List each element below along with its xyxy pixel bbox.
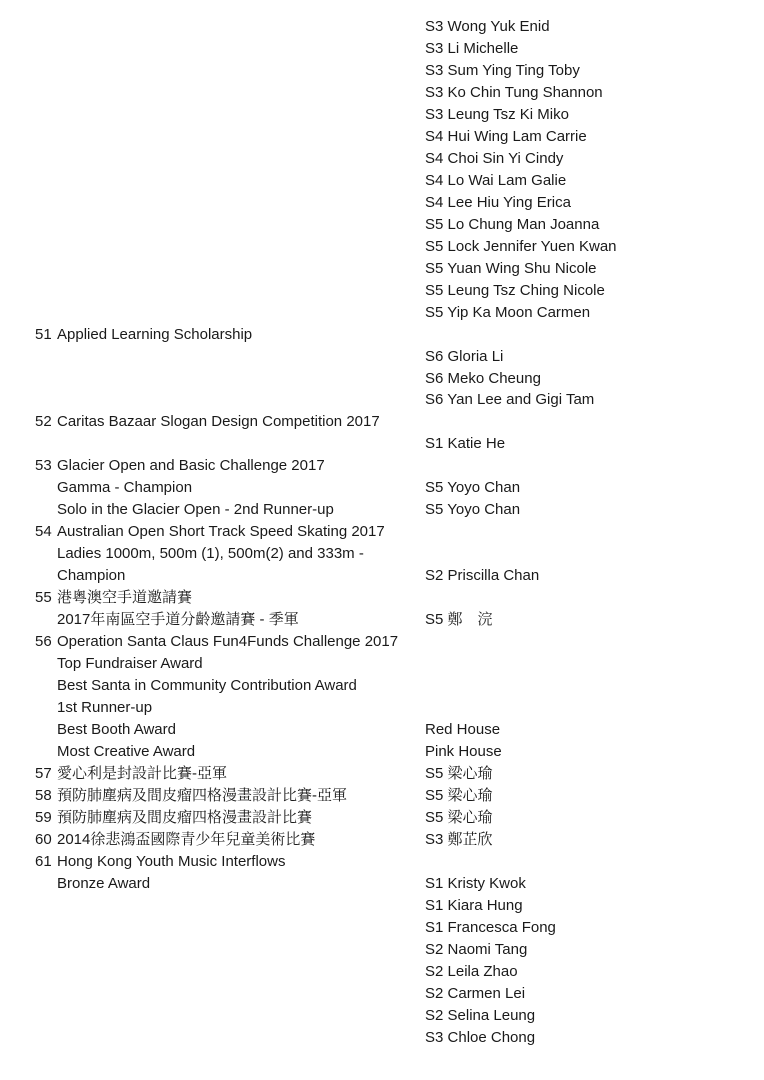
award-number [35, 895, 57, 917]
table-row [0, 60, 764, 82]
award-text: 預防肺塵病及間皮瘤四格漫畫設計比賽-亞軍 [57, 786, 347, 804]
table-row [0, 324, 764, 346]
award-text [57, 170, 425, 192]
award-number [35, 346, 57, 368]
table-row [0, 829, 764, 851]
table-row [0, 983, 764, 1005]
award-text [57, 961, 425, 983]
award-number [35, 192, 57, 214]
award-number: 61 [35, 852, 52, 870]
award-text [57, 214, 425, 236]
award-text: Solo in the Glacier Open - 2nd Runner-up [57, 501, 334, 519]
award-number [35, 16, 57, 38]
award-number [35, 675, 57, 697]
recipient-name [425, 675, 764, 697]
award-text: Caritas Bazaar Slogan Design Competition 2017 [57, 413, 380, 431]
award-number [35, 389, 57, 411]
award-number [35, 543, 57, 565]
award-number [35, 719, 57, 741]
recipient-name: S3 Li Michelle [425, 39, 519, 57]
table-row [0, 675, 764, 697]
award-number [35, 302, 57, 324]
award-number [35, 126, 57, 148]
award-number [35, 609, 57, 631]
table-row [0, 258, 764, 280]
table-row [0, 521, 764, 543]
award-text: Gamma - Champion [57, 479, 193, 497]
recipient-name: S6 Yan Lee and Gigi Tam [425, 391, 595, 409]
recipient-name [425, 653, 764, 675]
table-row [0, 389, 764, 411]
recipient-name: S5 Leung Tsz Ching Nicole [425, 281, 605, 299]
award-number: 58 [35, 786, 52, 804]
recipient-name: S5 鄭 浣 [425, 611, 493, 629]
award-text [57, 368, 425, 390]
table-row [0, 631, 764, 653]
award-number: 56 [35, 633, 52, 651]
table-row [0, 192, 764, 214]
table-row [0, 82, 764, 104]
recipient-name: S5 Yoyo Chan [425, 479, 521, 497]
recipient-name: S3 Leung Tsz Ki Miko [425, 105, 569, 123]
award-text [57, 895, 425, 917]
recipient-name: S5 Lock Jennifer Yuen Kwan [425, 237, 617, 255]
recipient-name: S3 鄭芷欣 [425, 830, 493, 848]
recipient-name: Pink House [425, 742, 502, 760]
award-number: 59 [35, 808, 52, 826]
award-number [35, 873, 57, 895]
recipient-name [425, 851, 764, 873]
recipient-name [425, 411, 764, 433]
award-number: 51 [35, 325, 52, 343]
award-number [35, 499, 57, 521]
table-row [0, 741, 764, 763]
recipient-name [425, 543, 764, 565]
recipient-name: S3 Sum Ying Ting Toby [425, 61, 580, 79]
recipient-name: S3 Chloe Chong [425, 1028, 536, 1046]
award-number [35, 477, 57, 499]
award-number [35, 961, 57, 983]
award-text: 港粵澳空手道邀請賽 [57, 589, 193, 607]
recipient-name: S5 梁心瑜 [425, 786, 493, 804]
award-text: Best Santa in Community Contribution Award [57, 677, 357, 695]
table-row [0, 719, 764, 741]
recipient-name: S1 Francesca Fong [425, 918, 556, 936]
table-row [0, 653, 764, 675]
recipient-name: S6 Meko Cheung [425, 369, 541, 387]
table-row [0, 214, 764, 236]
award-text [57, 1027, 425, 1049]
award-number [35, 983, 57, 1005]
table-row [0, 236, 764, 258]
table-row [0, 1027, 764, 1049]
award-text [57, 104, 425, 126]
award-number [35, 148, 57, 170]
recipient-name: S1 Kristy Kwok [425, 874, 526, 892]
recipient-name: S4 Choi Sin Yi Cindy [425, 149, 564, 167]
award-text: Glacier Open and Basic Challenge 2017 [57, 457, 325, 475]
table-row [0, 433, 764, 455]
table-row [0, 411, 764, 433]
award-number [35, 1027, 57, 1049]
award-text [57, 236, 425, 258]
award-text [57, 389, 425, 411]
award-number [35, 236, 57, 258]
award-text: Hong Kong Youth Music Interflows [57, 852, 286, 870]
recipient-name: S5 Lo Chung Man Joanna [425, 215, 600, 233]
recipient-name [425, 631, 764, 653]
recipient-name: S1 Kiara Hung [425, 896, 523, 914]
recipient-name: S4 Lee Hiu Ying Erica [425, 193, 571, 211]
table-row [0, 851, 764, 873]
award-text: Applied Learning Scholarship [57, 325, 253, 343]
table-row [0, 961, 764, 983]
award-number [35, 38, 57, 60]
table-row [0, 1005, 764, 1027]
award-number: 52 [35, 413, 52, 431]
recipient-name: S2 Naomi Tang [425, 940, 528, 958]
table-row [0, 455, 764, 477]
award-text: 預防肺塵病及間皮瘤四格漫畫設計比賽 [57, 808, 313, 826]
table-row [0, 302, 764, 324]
award-text: Top Fundraiser Award [57, 655, 203, 673]
recipient-name: S3 Ko Chin Tung Shannon [425, 83, 603, 101]
table-row [0, 587, 764, 609]
table-row [0, 280, 764, 302]
award-text [57, 346, 425, 368]
award-number: 60 [35, 830, 52, 848]
award-text [57, 60, 425, 82]
award-number [35, 697, 57, 719]
table-row [0, 477, 764, 499]
recipient-name: S3 Wong Yuk Enid [425, 18, 550, 35]
award-text [57, 1005, 425, 1027]
award-number [35, 280, 57, 302]
recipient-name: S5 梁心瑜 [425, 764, 493, 782]
recipient-name: S2 Selina Leung [425, 1006, 536, 1024]
award-text: 2014徐悲鴻盃國際青少年兒童美術比賽 [57, 830, 316, 848]
award-number: 53 [35, 457, 52, 475]
recipient-name [425, 455, 764, 477]
table-row [0, 148, 764, 170]
table-row [0, 873, 764, 895]
award-text [57, 148, 425, 170]
award-text [57, 16, 425, 38]
table-row [0, 917, 764, 939]
award-text: Most Creative Award [57, 742, 196, 760]
award-text [57, 258, 425, 280]
recipient-name: S2 Carmen Lei [425, 984, 526, 1002]
award-text [57, 38, 425, 60]
recipient-name [425, 324, 764, 346]
table-row [0, 126, 764, 148]
award-text: 2017年南區空手道分齡邀請賽 - 季軍 [57, 611, 299, 629]
recipient-name [425, 697, 764, 719]
award-number [35, 104, 57, 126]
recipient-name: S5 Yuan Wing Shu Nicole [425, 259, 597, 277]
recipient-name: S6 Gloria Li [425, 347, 504, 365]
award-text [57, 917, 425, 939]
award-text [57, 192, 425, 214]
award-number [35, 653, 57, 675]
table-row [0, 609, 764, 631]
award-number: 57 [35, 764, 52, 782]
table-row [0, 170, 764, 192]
award-text [57, 82, 425, 104]
award-number [35, 565, 57, 587]
award-text [57, 126, 425, 148]
award-table [0, 16, 764, 1049]
table-row [0, 565, 764, 587]
award-number [35, 917, 57, 939]
award-text: Australian Open Short Track Speed Skating 2017 [57, 523, 385, 541]
table-row [0, 104, 764, 126]
award-text: 1st Runner-up [57, 699, 153, 717]
table-row [0, 697, 764, 719]
recipient-name: S5 Yip Ka Moon Carmen [425, 303, 591, 321]
award-text: Ladies 1000m, 500m (1), 500m(2) and 333m - [57, 545, 364, 563]
award-number [35, 433, 57, 455]
recipient-name: S4 Lo Wai Lam Galie [425, 171, 567, 189]
award-number [35, 60, 57, 82]
table-row [0, 368, 764, 390]
recipient-name [425, 587, 764, 609]
award-text [57, 280, 425, 302]
table-row [0, 785, 764, 807]
recipient-name: S5 Yoyo Chan [425, 501, 521, 519]
table-row [0, 763, 764, 785]
award-number [35, 170, 57, 192]
recipient-name [425, 521, 764, 543]
table-row [0, 807, 764, 829]
award-text: Bronze Award [57, 874, 151, 892]
table-row [0, 499, 764, 521]
table-row [0, 16, 764, 38]
recipient-name: Red House [425, 721, 501, 738]
award-text [57, 433, 425, 455]
award-text [57, 983, 425, 1005]
recipient-name: S2 Leila Zhao [425, 962, 518, 980]
award-text: 愛心利是封設計比賽-亞軍 [57, 764, 227, 782]
award-text: Best Booth Award [57, 721, 176, 738]
recipient-name: S2 Priscilla Chan [425, 567, 540, 585]
table-row [0, 346, 764, 368]
award-number [35, 258, 57, 280]
award-number [35, 82, 57, 104]
award-text: Champion [57, 567, 126, 585]
award-number [35, 741, 57, 763]
award-number [35, 1005, 57, 1027]
table-row [0, 38, 764, 60]
recipient-name: S4 Hui Wing Lam Carrie [425, 127, 587, 145]
recipient-name: S1 Katie He [425, 435, 506, 453]
recipient-name: S5 梁心瑜 [425, 808, 493, 826]
table-row [0, 895, 764, 917]
award-text [57, 939, 425, 961]
award-number [35, 939, 57, 961]
award-number: 55 [35, 589, 52, 607]
award-number [35, 214, 57, 236]
table-row [0, 543, 764, 565]
table-row [0, 939, 764, 961]
award-number: 54 [35, 523, 52, 541]
award-text [57, 302, 425, 324]
award-number [35, 368, 57, 390]
award-text: Operation Santa Claus Fun4Funds Challenge 2017 [57, 633, 399, 651]
